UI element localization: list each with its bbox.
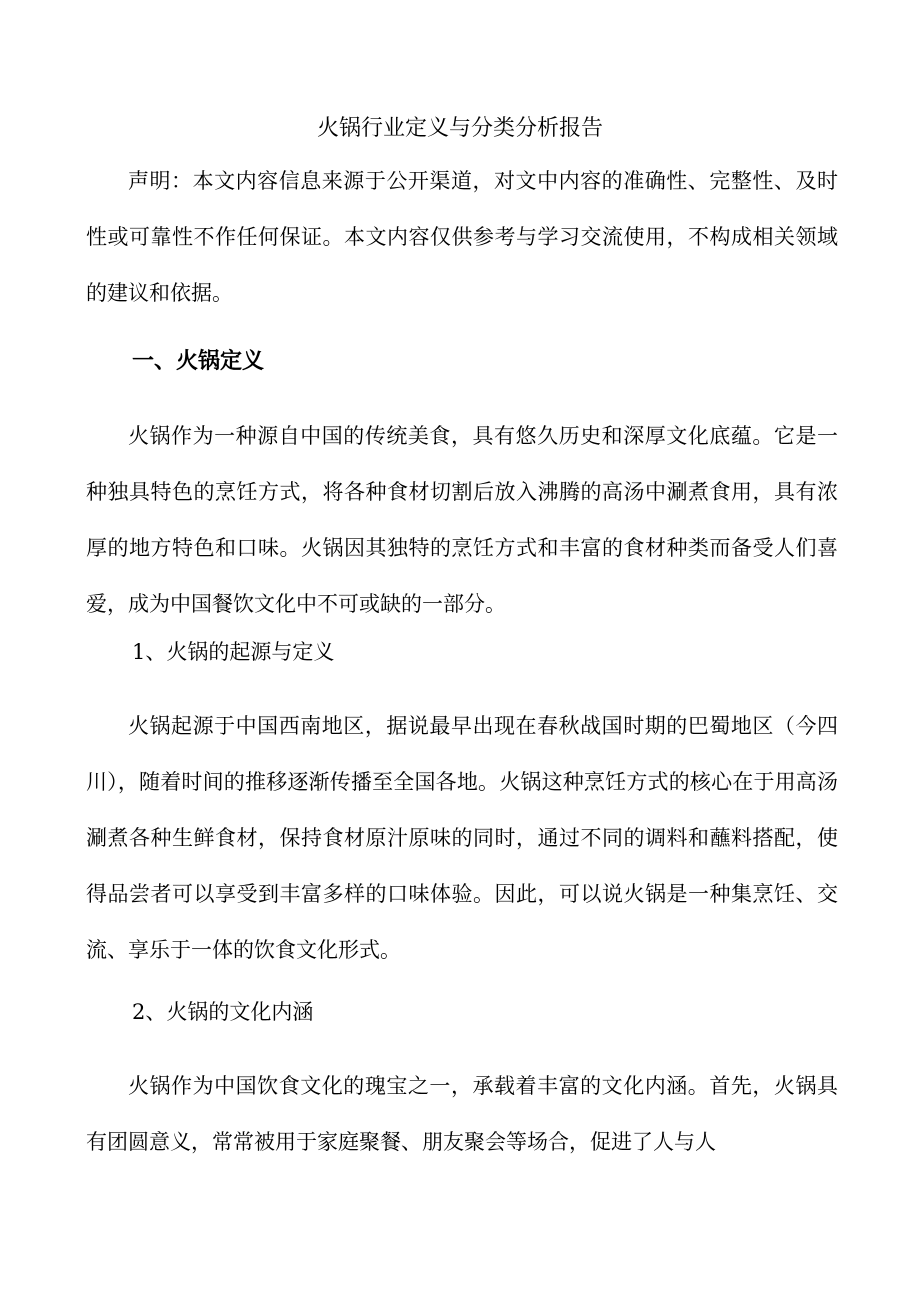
- subsection-heading-origin: 1、火锅的起源与定义: [132, 640, 335, 664]
- subsection-heading-culture: 2、火锅的文化内涵: [132, 1000, 314, 1024]
- origin-paragraph: 火锅起源于中国西南地区，据说最早出现在春秋战国时期的巴蜀地区（今四川），随着时间的推移逐渐传播至全国各地。火锅这种烹饪方式的核心在于用高汤涮煮各种生鲜食材，保持食材原汁原味的同时，通过不同的调料和蘸料搭配，使得品尝者可以享受到丰富多样的口味体验。因此，可以说火锅是一种集烹饪、交流、享乐于一体的饮食文化形式。: [86, 714, 838, 962]
- culture-paragraph: 火锅作为中国饮食文化的瑰宝之一，承载着丰富的文化内涵。首先，火锅具有团圆意义，常常被用于家庭聚餐、朋友聚会等场合，促进了人与人: [86, 1074, 838, 1154]
- section-heading-definition: 一、火锅定义: [132, 349, 265, 374]
- intro-paragraph: 火锅作为一种源自中国的传统美食，具有悠久历史和深厚文化底蕴。它是一种独具特色的烹饪方式，将各种食材切割后放入沸腾的高汤中涮煮食用，具有浓厚的地方特色和口味。火锅因其独特的烹饪方式和丰富的食材种类而备受人们喜爱，成为中国餐饮文化中不可或缺的一部分。: [86, 424, 838, 616]
- disclaimer-paragraph: 声明：本文内容信息来源于公开渠道，对文中内容的准确性、完整性、及时性或可靠性不作任何保证。本文内容仅供参考与学习交流使用，不构成相关领域的建议和依据。: [86, 169, 838, 305]
- document-title: 火锅行业定义与分类分析报告: [316, 116, 603, 141]
